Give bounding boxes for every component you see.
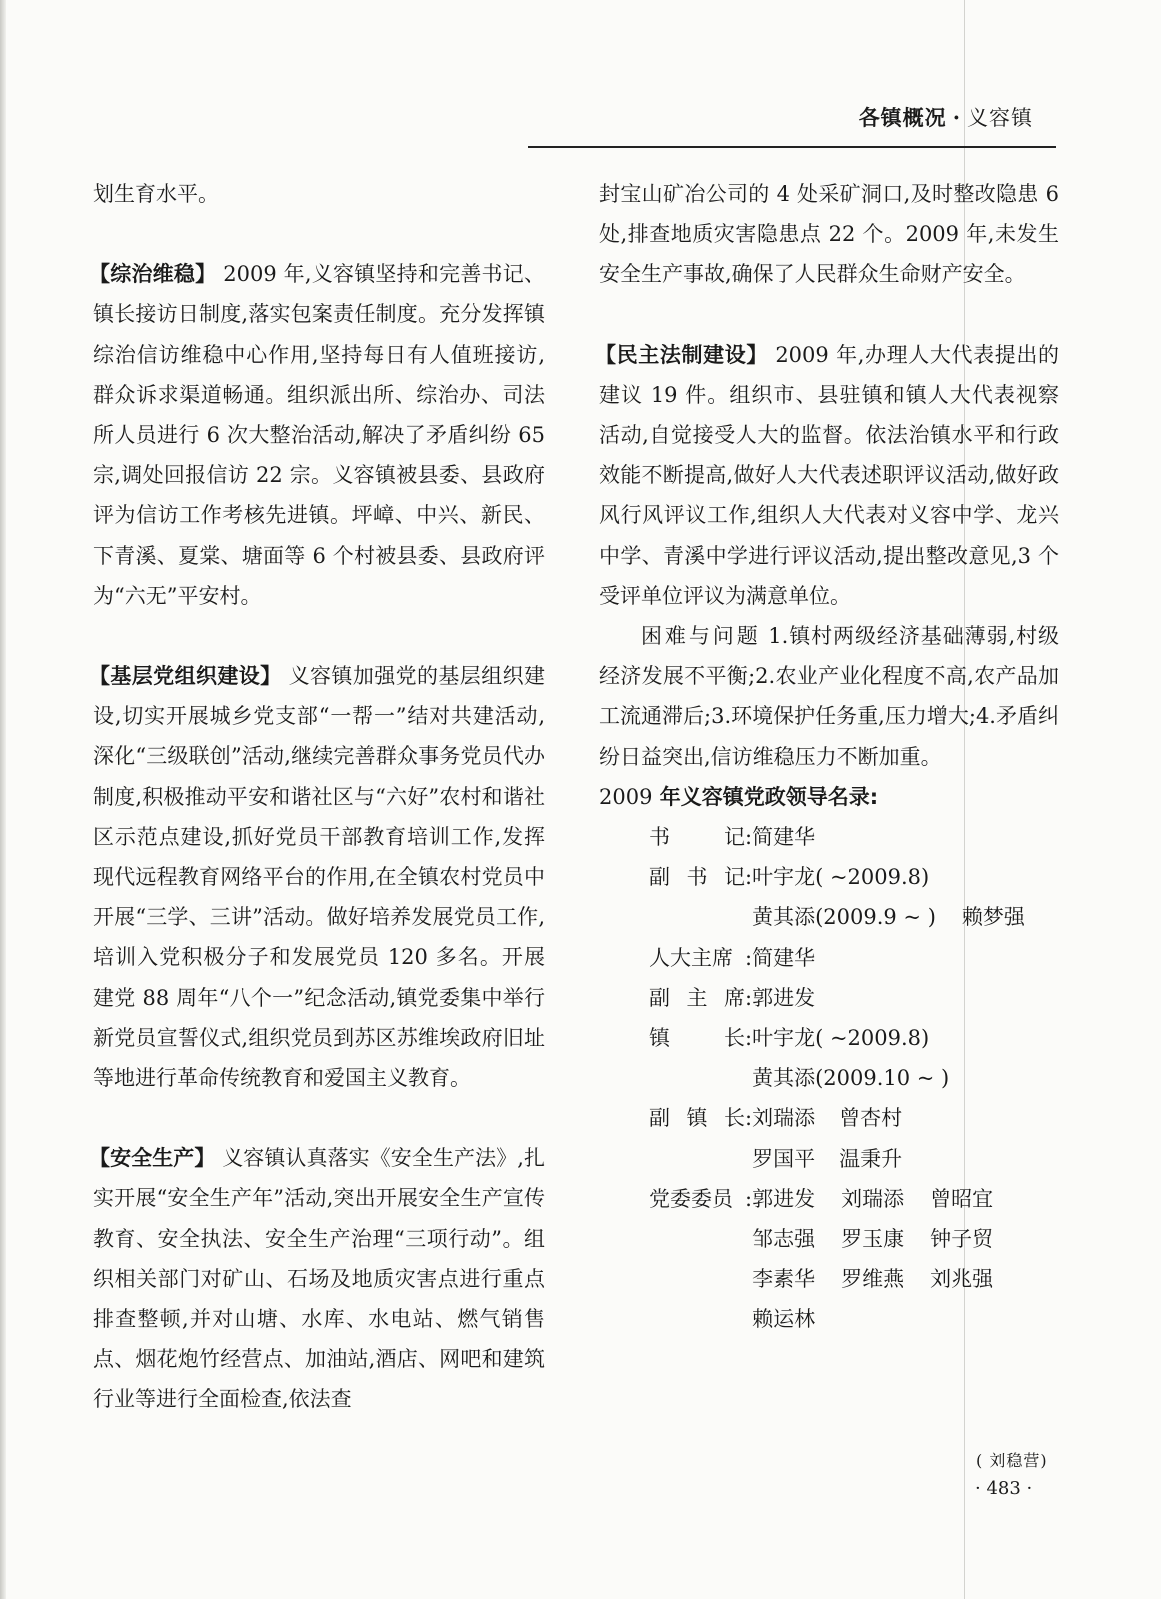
roster-row: 副 主 席 : 郭进发: [599, 978, 1059, 1018]
roster-names: 郭进发 刘瑞添 曾昭宜: [752, 1186, 994, 1211]
roster-row: [599, 1299, 1059, 1339]
roster-names: 简建华: [752, 825, 816, 850]
section-tag: 【安全生产】: [89, 1146, 216, 1171]
roster-role: 人大主席: [649, 945, 733, 970]
roster-row: 书 记 : 简建华: [599, 817, 1059, 857]
paragraph-safety: 【安全生产】 义容镇认真落实《安全生产法》,扎实开展“安全生产年”活动,突出开展安全生产宣传教育、安全执法、安全生产治理“三项行动”。组织相关部门对矿山、石场及地质灾害点进行重点排查整顿,并对山塘、水库、水电站、燃气销售点、烟花炮竹经营点、加油站,酒店、网吧和建筑行业等进行全面检查,依法查: [89, 1146, 545, 1412]
roster-row: 党委委员 : 郭进发 刘瑞添 曾昭宜: [599, 1179, 1059, 1219]
roster-row: 人大主席 : 简建华: [599, 938, 1059, 978]
paragraph-safety-continued: 封宝山矿冶公司的 4 处采矿洞口,及时整改隐患 6 处,排查地质灾害隐患点 22 个。2009 年,未发生安全生产事故,确保了人民群众生命财产安全。: [599, 182, 1059, 287]
roster-row: [599, 1259, 1059, 1299]
roster-row: [599, 1058, 1059, 1098]
leadership-roster: [599, 817, 1059, 1339]
roster-names: 叶宇龙( ~2009.8): [752, 865, 930, 890]
roster-names: 罗国平 温秉升: [752, 1146, 903, 1171]
roster-role: 副 书 记: [649, 865, 745, 890]
roster-row: 副 书 记 : 叶宇龙( ~2009.8): [599, 857, 1059, 897]
roster-names: 邹志强 罗玉康 钟子贸: [752, 1226, 994, 1251]
section-tag: 【综治维稳】: [89, 262, 217, 287]
roster-names: 郭进发: [752, 985, 816, 1010]
roster-names: 李素华 罗维燕 刘兆强: [752, 1267, 994, 1292]
roster-role: 书 记: [649, 825, 745, 850]
author-credit: ( 刘稳营): [976, 1451, 1048, 1470]
roster-row: [599, 897, 1059, 937]
roster-names: 赖运林: [752, 1307, 816, 1332]
roster-role: 副 主 席: [649, 985, 745, 1010]
header-rule: [528, 146, 1056, 148]
roster-row: [599, 1219, 1059, 1259]
roster-row: [599, 1139, 1059, 1179]
header-town: 义容镇: [967, 106, 1033, 130]
scan-edge-shadow: [0, 0, 6, 1599]
paragraph-problems: 困难与问题 1.镇村两级经济基础薄弱,村级经济发展不平衡;2.农业产业化程度不高,农产品加工流通滞后;3.环境保护任务重,压力增大;4.矛盾纠纷日益突出,信访维稳压力不断加重。: [599, 624, 1060, 769]
page-number: · 483 ·: [975, 1478, 1033, 1499]
section-tag: 【民主法制建设】: [595, 342, 769, 367]
roster-names: 刘瑞添 曾杏村: [752, 1106, 903, 1131]
roster-names: 简建华: [752, 945, 816, 970]
paragraph-continuation: 划生育水平。: [93, 182, 219, 206]
roster-title: 2009 年义容镇党政领导名录:: [599, 784, 879, 809]
roster-names: 黄其添(2009.9 ~ ) 赖梦强: [752, 905, 1025, 930]
section-tag: 【基层党组织建设】: [89, 664, 282, 689]
roster-names: 黄其添(2009.10 ~ ): [752, 1066, 950, 1091]
problems-label: 困难与问题: [641, 624, 761, 649]
roster-names: 叶宇龙( ~2009.8): [752, 1025, 930, 1050]
roster-role: 镇 长: [649, 1025, 745, 1050]
roster-role: 党委委员: [649, 1186, 733, 1211]
left-column: [89, 174, 545, 1420]
running-header: [859, 102, 1033, 132]
paragraph-stability: 【综治维稳】 2009 年,义容镇坚持和完善书记、镇长接访日制度,落实包案责任制度。充分发挥镇综治信访维稳中心作用,坚持每日有人值班接访,群众诉求渠道畅通。组织派出所、综治办、司法所人员进行 6 次大整治活动,解决了矛盾纠纷 65 宗,调处回报信访 22 宗。义容镇被县委、县政府评为信访工作考核先进镇。坪嶂、中兴、新民、下青溪、夏棠、塘面等 6 个村被县委、县政府评为“六无”平安村。: [89, 262, 545, 608]
paragraph-democracy: 【民主法制建设】 2009 年,办理人大代表提出的建议 19 件。组织市、县驻镇和镇人大代表视察活动,自觉接受人大的监督。依法治镇水平和行政效能不断提高,做好人大代表述职评议活动,做好政风行风评议工作,组织人大代表对义容中学、龙兴中学、青溪中学进行评议活动,提出整改意见,3 个受评单位评议为满意单位。: [595, 342, 1060, 608]
paragraph-party-building: 【基层党组织建设】 义容镇加强党的基层组织建设,切实开展城乡党支部“一帮一”结对共建活动,深化“三级联创”活动,继续完善群众事务党员代办制度,积极推动平安和谐社区与“六好”农村和谐社区示范点建设,抓好党员干部教育培训工作,发挥现代远程教育网络平台的作用,在全镇农村党员中开展“三学、三讲”活动。做好培养发展党员工作,培训入党积极分子和发展党员 120 多名。开展建党 88 周年“八个一”纪念活动,镇党委集中举行新党员宣誓仪式,组织党员到苏区苏维埃政府旧址等地进行革命传统教育和爱国主义教育。: [89, 664, 545, 1091]
header-section: 各镇概况: [858, 106, 947, 130]
roster-row: 副 镇 长 : 刘瑞添 曾杏村: [599, 1098, 1059, 1138]
right-column: [595, 174, 1060, 1339]
roster-role: 副 镇 长: [649, 1106, 745, 1131]
roster-row: 镇 长 : 叶宇龙( ~2009.8): [599, 1018, 1059, 1058]
header-separator: ·: [952, 105, 961, 130]
